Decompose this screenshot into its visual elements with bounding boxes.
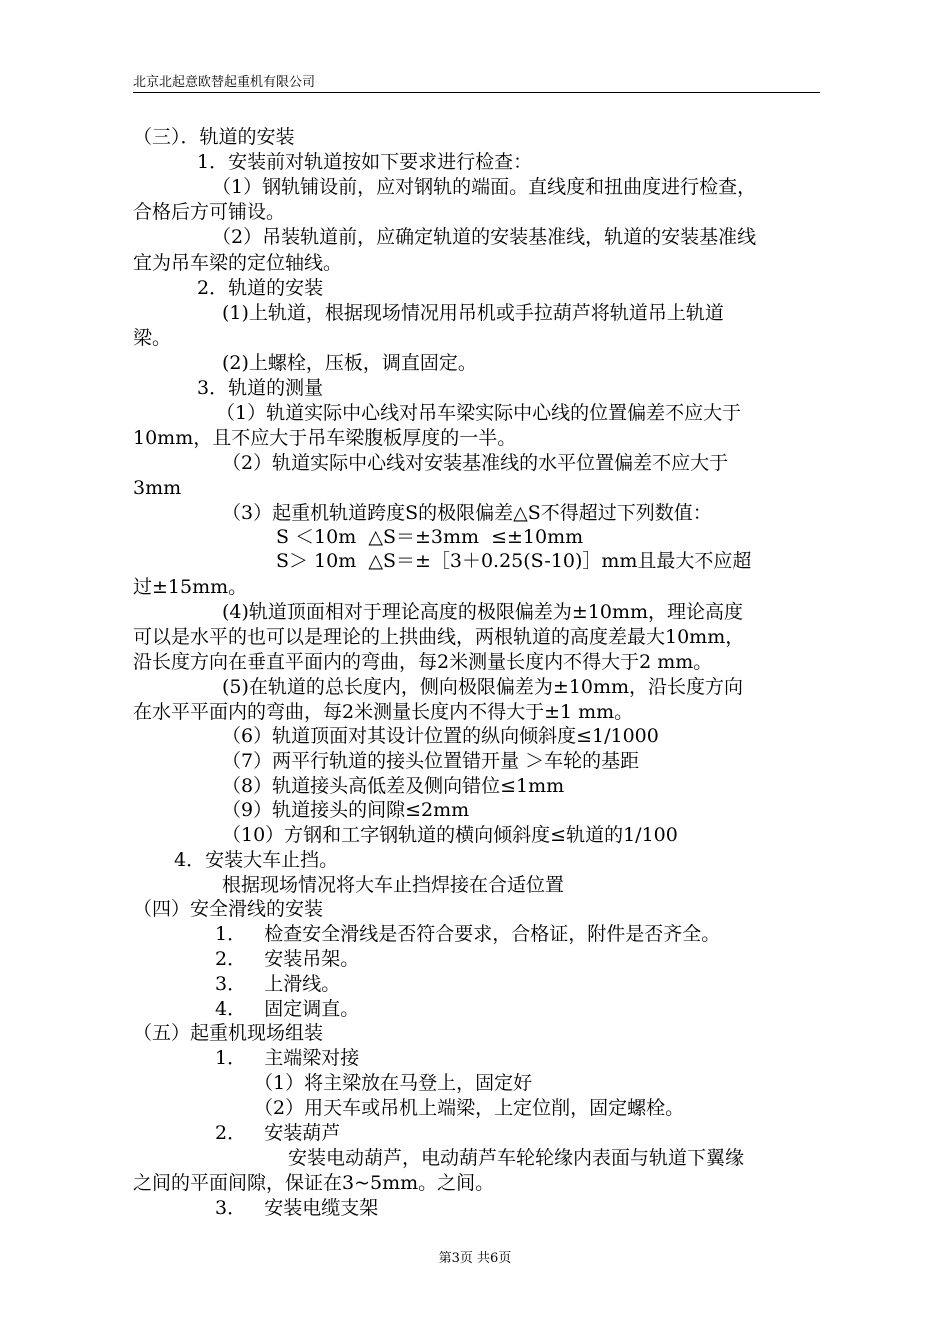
- paragraph-line: （7）两平行轨道的接头位置错开量 ＞车轮的基距: [222, 750, 640, 772]
- paragraph-line: 可以是水平的也可以是理论的上拱曲线，两根轨道的高度差最大10mm，: [133, 626, 745, 648]
- list-item: 2． 安装吊架。: [215, 948, 360, 970]
- paragraph-line: 合格后方可铺设。: [133, 201, 286, 223]
- paragraph-line: 3．轨道的测量: [197, 377, 324, 399]
- section-heading-4: （四）安全滑线的安装: [133, 898, 324, 920]
- paragraph-line: （10）方钢和工字钢轨道的横向倾斜度≤轨道的1/100: [222, 824, 678, 846]
- paragraph-line: （1）将主梁放在马登上，固定好: [254, 1072, 533, 1094]
- paragraph-line: 之间的平面间隙，保证在3~5mm。之间。: [133, 1172, 495, 1194]
- paragraph-line: 根据现场情况将大车止挡焊接在合适位置: [222, 874, 565, 896]
- list-item: 3． 上滑线。: [215, 973, 341, 995]
- paragraph-line: (5)在轨道的总长度内，侧向极限偏差为±10mm，沿长度方向: [222, 676, 744, 698]
- paragraph-line: 梁。: [133, 327, 172, 349]
- paragraph-line: 3mm: [133, 477, 182, 499]
- paragraph-line: 过±15mm。: [133, 576, 248, 598]
- paragraph-line: （1）钢轨铺设前，应对钢轨的端面。直线度和扭曲度进行检查，: [212, 176, 757, 198]
- paragraph-line: （1）轨道实际中心线对吊车梁实际中心线的位置偏差不应大于: [216, 402, 742, 424]
- list-item: 2． 安装葫芦: [215, 1122, 341, 1144]
- section-heading-3: （三）．轨道的安装: [133, 126, 295, 148]
- paragraph-line: (4)轨道顶面相对于理论高度的极限偏差为±10mm，理论高度: [222, 601, 744, 623]
- paragraph-line: （2）用天车或吊机上端梁，上定位削，固定螺栓。: [254, 1097, 685, 1119]
- paragraph-line: （8）轨道接头高低差及侧向错位≤1mm: [222, 775, 565, 797]
- paragraph-line: (2)上螺栓，压板，调直固定。: [222, 352, 477, 374]
- header-divider: [133, 92, 820, 93]
- paragraph-line: （2）轨道实际中心线对安装基准线的水平位置偏差不应大于: [222, 452, 729, 474]
- paragraph-line: 2．轨道的安装: [197, 277, 324, 299]
- list-item: 4． 固定调直。: [215, 998, 360, 1020]
- paragraph-line: 安装电动葫芦，电动葫芦车轮轮缘内表面与轨道下翼缘: [288, 1147, 745, 1169]
- paragraph-line: （2）吊装轨道前，应确定轨道的安装基准线，轨道的安装基准线: [212, 226, 757, 248]
- paragraph-line: 1．安装前对轨道按如下要求进行检查：: [197, 151, 533, 173]
- paragraph-line: （9）轨道接头的间隙≤2mm: [222, 799, 470, 821]
- paragraph-line: (1)上轨道，根据现场情况用吊机或手拉葫芦将轨道吊上轨道: [222, 302, 724, 324]
- formula-line: S ＜10m △S＝±3mm ≤±10mm: [276, 526, 584, 548]
- section-heading-5: （五）起重机现场组装: [133, 1022, 324, 1044]
- paragraph-line: 10mm，且不应大于吊车梁腹板厚度的一半。: [133, 427, 517, 449]
- page-header-company: 北京北起意欧替起重机有限公司: [133, 75, 316, 90]
- paragraph-line: 沿长度方向在垂直平面内的弯曲，每2米测量长度内不得大于2 mm。: [133, 651, 713, 673]
- list-item: 1． 检查安全滑线是否符合要求，合格证，附件是否齐全。: [215, 923, 721, 945]
- paragraph-line: 4．安装大车止挡。: [174, 849, 339, 871]
- list-item: 1． 主端梁对接: [215, 1047, 360, 1069]
- page-number-footer: 第3页 共6页: [438, 1251, 512, 1266]
- paragraph-line: （3）起重机轨道跨度S的极限偏差△S不得超过下列数值：: [222, 502, 712, 524]
- paragraph-line: 宜为吊车梁的定位轴线。: [133, 252, 343, 274]
- list-item: 3． 安装电缆支架: [215, 1197, 379, 1219]
- formula-line: S＞ 10m △S＝±［3＋0.25(S-10)］mm且最大不应超: [276, 550, 752, 572]
- paragraph-line: （6）轨道顶面对其设计位置的纵向倾斜度≤1/1000: [222, 725, 659, 747]
- paragraph-line: 在水平平面内的弯曲，每2米测量长度内不得大于±1 mm。: [133, 701, 634, 723]
